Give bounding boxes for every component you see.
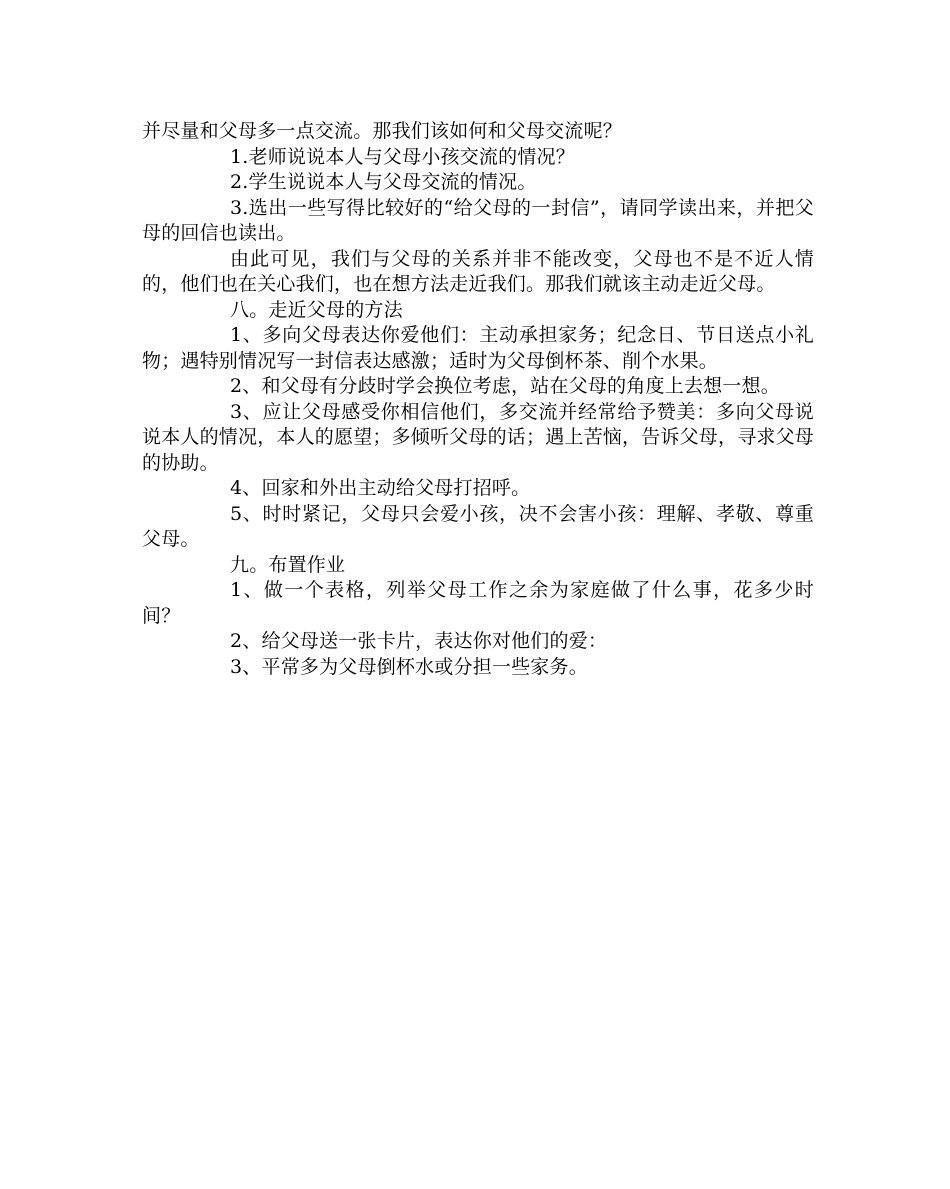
- paragraph-10: 4、回家和外出主动给父母打招呼。: [230, 477, 531, 499]
- document-body: [142, 119, 814, 680]
- paragraph-15: 3、平常多为父母倒杯水或分担一些家务。: [230, 655, 588, 678]
- paragraph-1: 并尽量和父母多一点交流。那我们该如何和父母交流呢？: [142, 120, 623, 142]
- paragraph-7: 1、多向父母表达你爱他们：主动承担家务；纪念日、节日送点小礼物；遇特别情况写一封信表达感激；适时为父母倒杯茶、削个水果。: [142, 324, 814, 372]
- paragraph-4: 3.选出一些写得比较好的“给父母的一封信”，请同学读出来，并把父母的回信也读出。: [142, 196, 814, 244]
- paragraph-11: 5、时时紧记，父母只会爱小孩，决不会害小孩：理解、孝敬、尊重父母。: [142, 502, 814, 550]
- paragraph-14: 2、给父母送一张卡片，表达你对他们的爱：: [230, 630, 608, 652]
- paragraph-2: 1.老师说说本人与父母小孩交流的情况？: [230, 145, 575, 168]
- paragraph-13: 1、做一个表格，列举父母工作之余为家庭做了什么事，花多少时间？: [142, 579, 814, 627]
- paragraph-5: 由此可见，我们与父母的关系并非不能改变，父母也不是不近人情的，他们也在关心我们，也在想方法走近我们。那我们就该主动走近父母。: [142, 247, 814, 295]
- paragraph-3: 2.学生说说本人与父母交流的情况。: [230, 171, 537, 193]
- paragraph-9: 3、应让父母感受你相信他们，多交流并经常给予赞美：多向父母说说本人的情况，本人的愿望；多倾听父母的话；遇上苦恼，告诉父母，寻求父母的协助。: [142, 400, 815, 474]
- section-heading-9: 九。布置作业: [230, 553, 346, 576]
- paragraph-8: 2、和父母有分歧时学会换位考虑，站在父母的角度上去想一想。: [230, 375, 780, 397]
- section-heading-8: 八。走近父母的方法: [230, 298, 403, 321]
